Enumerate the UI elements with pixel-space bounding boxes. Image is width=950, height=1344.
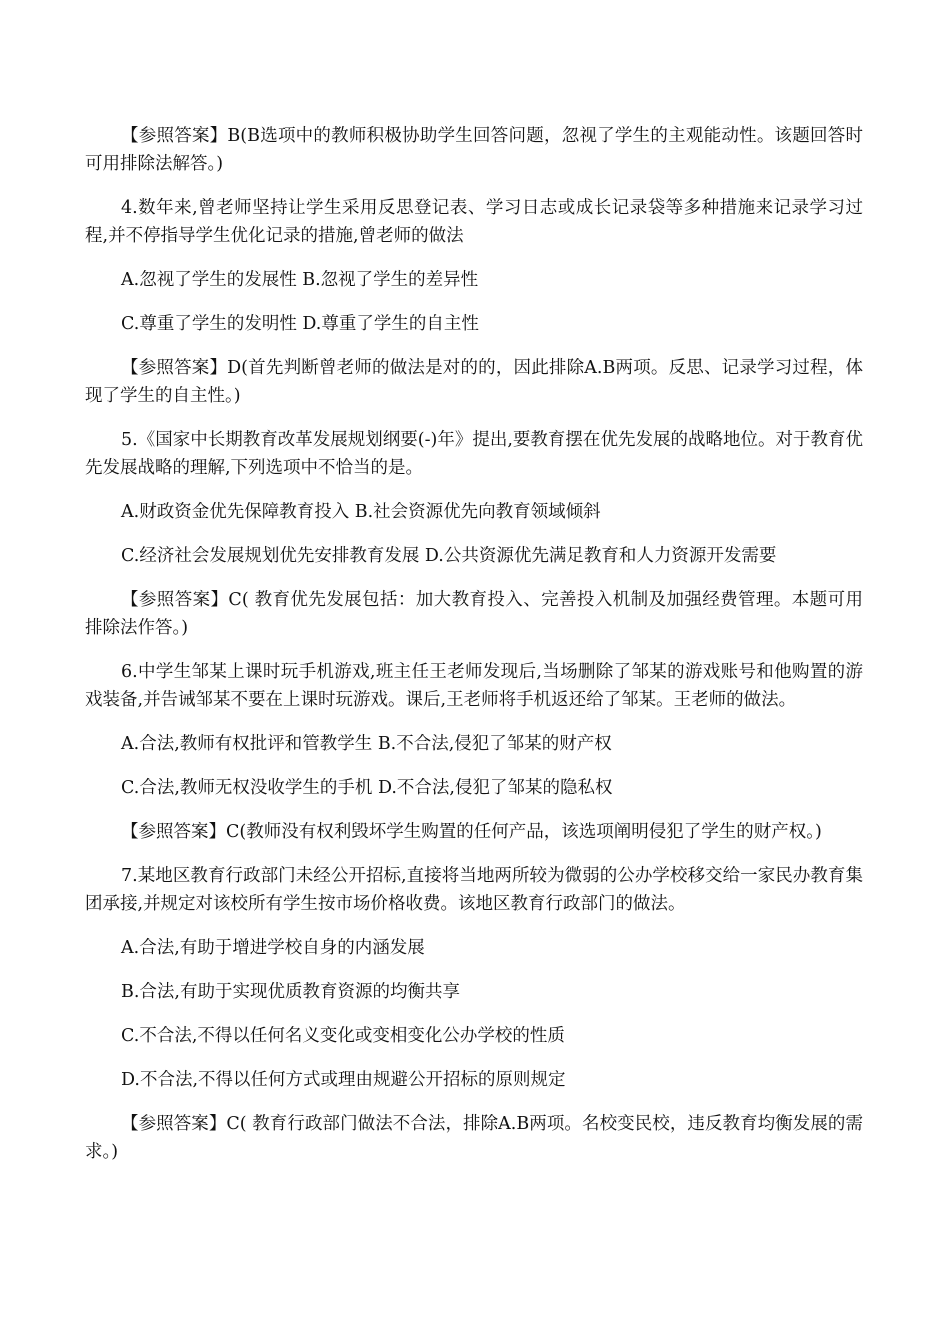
option-line: D.不合法,不得以任何方式或理由规避公开招标的原则规定 <box>121 1070 566 1090</box>
answer-paragraph: 【参照答案】C( 教育优先发展包括：加大教育投入、完善投入机制及加强经费管理。本题可用排除法作答。) <box>85 590 863 638</box>
option-line: B.合法,有助于实现优质教育资源的均衡共享 <box>121 982 460 1002</box>
answer-paragraph: 【参照答案】C(教师没有权利毁坏学生购置的任何产品，该选项阐明侵犯了学生的财产权。) <box>121 822 822 842</box>
question-paragraph: 4.数年来,曾老师坚持让学生采用反思登记表、学习日志或成长记录袋等多种措施来记录学习过程,并不停指导学生优化记录的措施,曾老师的做法 <box>85 198 863 246</box>
option-line: C.不合法,不得以任何名义变化或变相变化公办学校的性质 <box>121 1026 565 1046</box>
document-page <box>85 122 863 1182</box>
options-line: A.忽视了学生的发展性 B.忽视了学生的差异性 <box>121 270 479 290</box>
option-line: A.合法,有助于增进学校自身的内涵发展 <box>121 938 425 958</box>
question-paragraph: 5.《国家中长期教育改革发展规划纲要(-)年》提出,要教育摆在优先发展的战略地位。对于教育优先发展战略的理解,下列选项中不恰当的是。 <box>85 430 863 478</box>
options-line: C.经济社会发展规划优先安排教育发展 D.公共资源优先满足教育和人力资源开发需要 <box>121 546 777 566</box>
answer-paragraph: 【参照答案】C( 教育行政部门做法不合法，排除A.B两项。名校变民校，违反教育均衡发展的需求。) <box>85 1114 863 1162</box>
options-line: C.尊重了学生的发明性 D.尊重了学生的自主性 <box>121 314 479 334</box>
options-line: A.合法,教师有权批评和管教学生 B.不合法,侵犯了邹某的财产权 <box>121 734 612 754</box>
options-line: A.财政资金优先保障教育投入 B.社会资源优先向教育领域倾斜 <box>121 502 601 522</box>
question-paragraph: 6.中学生邹某上课时玩手机游戏,班主任王老师发现后,当场删除了邹某的游戏账号和他购置的游戏装备,并告诫邹某不要在上课时玩游戏。课后,王老师将手机返还给了邹某。王老师的做法。 <box>85 662 863 710</box>
answer-paragraph: 【参照答案】B(B选项中的教师积极协助学生回答问题，忽视了学生的主观能动性。该题回答时可用排除法解答。) <box>85 126 863 174</box>
question-paragraph: 7.某地区教育行政部门未经公开招标,直接将当地两所较为微弱的公办学校移交给一家民办教育集团承接,并规定对该校所有学生按市场价格收费。该地区教育行政部门的做法。 <box>85 866 863 914</box>
options-line: C.合法,教师无权没收学生的手机 D.不合法,侵犯了邹某的隐私权 <box>121 778 613 798</box>
answer-paragraph: 【参照答案】D(首先判断曾老师的做法是对的的，因此排除A.B两项。反思、记录学习过程，体现了学生的自主性。) <box>85 358 863 406</box>
